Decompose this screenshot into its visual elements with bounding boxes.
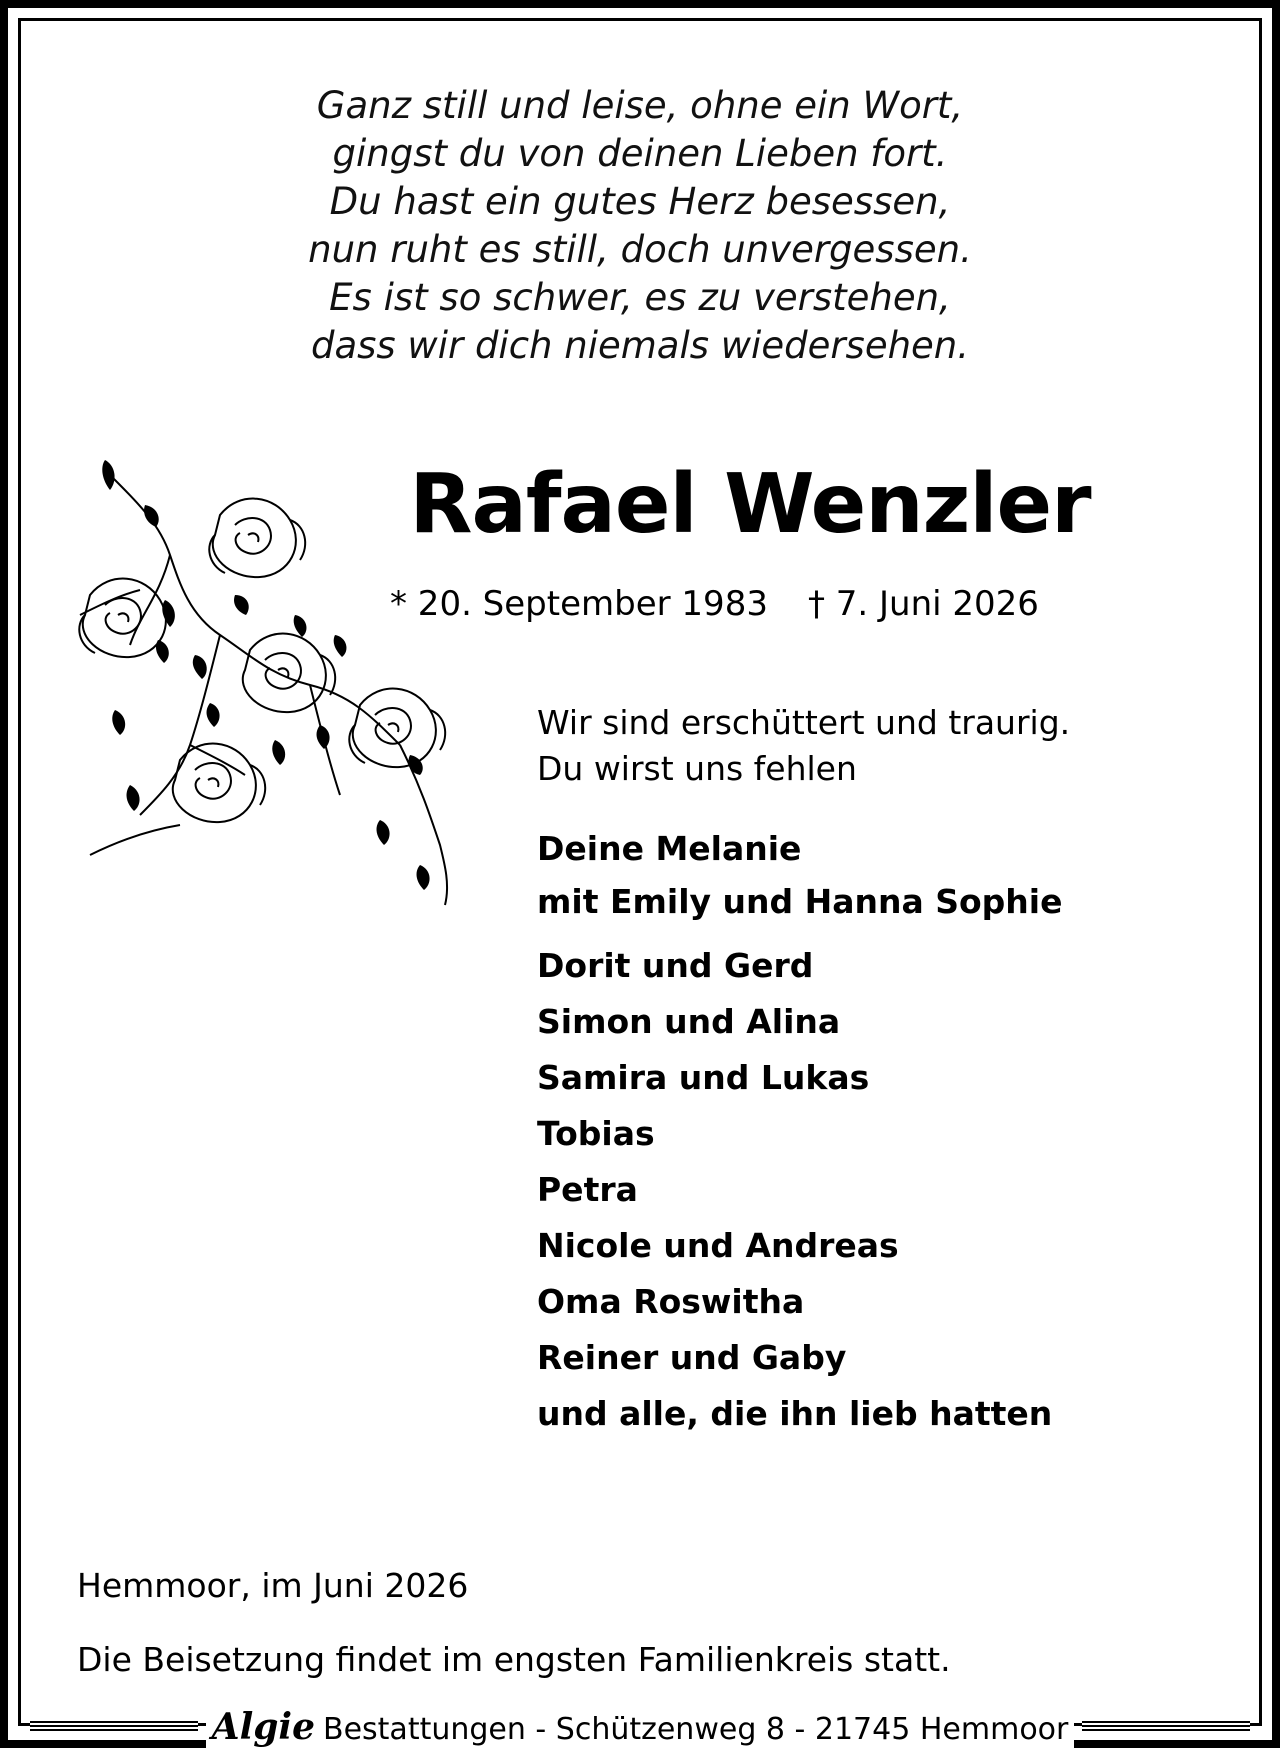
mourner: und alle, die ihn lieb hatten xyxy=(537,1394,1053,1433)
poem-line: dass wir dich niemals wiedersehen. xyxy=(310,324,970,367)
birth-date: * 20. September 1983 xyxy=(390,584,768,624)
poem-line: Es ist so schwer, es zu verstehen, xyxy=(329,276,951,319)
rose xyxy=(209,499,305,578)
poem xyxy=(0,82,1280,370)
deceased-name: Rafael Wenzler xyxy=(409,457,1091,552)
intro-line: Du wirst uns fehlen xyxy=(537,749,857,788)
mourner: Samira und Lukas xyxy=(537,1058,870,1097)
mourners-list xyxy=(537,822,1063,1443)
funeral-home-address: Bestattungen - Schützenweg 8 - 21745 Hemmoor xyxy=(323,1712,1069,1747)
death-date: † 7. Juni 2026 xyxy=(807,584,1039,624)
poem-line: nun ruht es still, doch unvergessen. xyxy=(308,228,972,271)
poem-line: gingst du von deinen Lieben fort. xyxy=(332,132,948,175)
life-dates xyxy=(390,582,1039,626)
footer-rule-right xyxy=(1082,1721,1250,1733)
mourner: Petra xyxy=(537,1170,638,1209)
poem-line: Ganz still und leise, ohne ein Wort, xyxy=(316,84,964,127)
mourner: Dorit und Gerd xyxy=(537,946,814,985)
footer xyxy=(0,1706,1280,1748)
mourner: Simon und Alina xyxy=(537,1002,841,1041)
mourner: Oma Roswitha xyxy=(537,1282,805,1321)
mourner: Reiner und Gaby xyxy=(537,1338,847,1377)
mourner: Nicole und Andreas xyxy=(537,1226,899,1265)
place-date: Hemmoor, im Juni 2026 xyxy=(77,1566,469,1605)
burial-note: Die Beisetzung findet im engsten Familienkreis statt. xyxy=(77,1640,951,1679)
rose xyxy=(349,689,445,768)
intro-line: Wir sind erschüttert und traurig. xyxy=(537,703,1071,742)
poem-line: Du hast ein gutes Herz besessen, xyxy=(329,180,951,223)
rose xyxy=(243,634,335,713)
mourner: Tobias xyxy=(537,1114,655,1153)
rose xyxy=(79,579,166,658)
mourner: mit Emily und Hanna Sophie xyxy=(537,882,1063,921)
intro-text xyxy=(537,700,1070,792)
mourner: Deine Melanie xyxy=(537,829,802,868)
footer-text xyxy=(206,1706,1075,1748)
footer-rule-left xyxy=(30,1721,198,1733)
funeral-home-logo: Algie xyxy=(211,1706,315,1748)
